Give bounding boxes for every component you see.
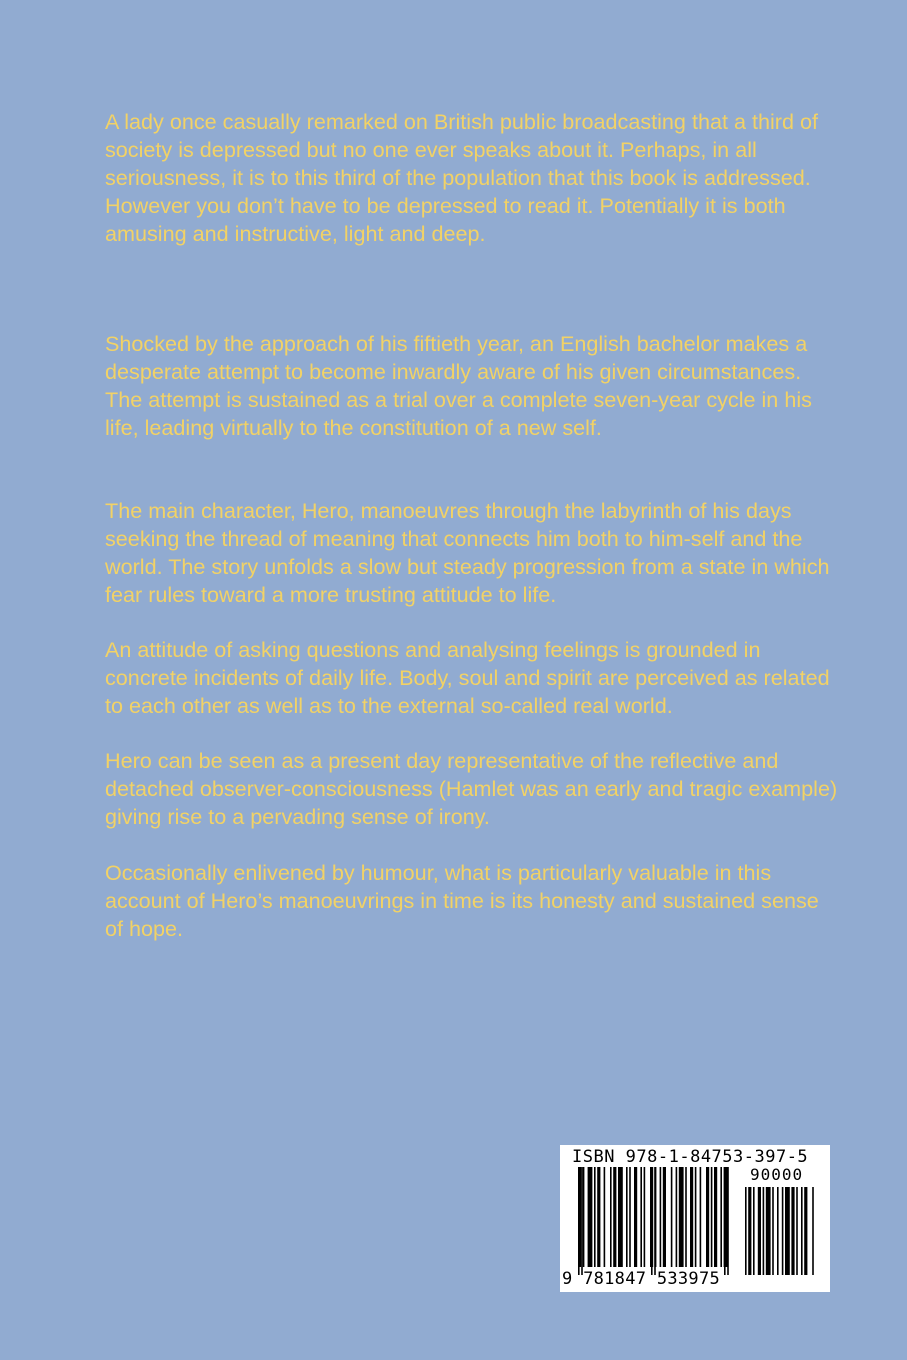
barcode-bar	[782, 1187, 784, 1275]
barcode-bar	[583, 1167, 585, 1267]
barcode-bar	[604, 1167, 606, 1267]
barcode-bar	[804, 1187, 807, 1275]
barcode-bar	[685, 1167, 687, 1267]
barcode-bar	[753, 1187, 755, 1275]
barcode-bar	[766, 1187, 771, 1275]
blurb-paragraph-2: Shocked by the approach of his fiftieth year, an English bachelor makes a desperate attempt to become inwardly aware of his given circumstances. The attempt is sustained as a trial over a complete seven-year cycle in his life, leading virtually to the constitution of a new self.	[105, 331, 812, 440]
barcode-bar	[796, 1187, 798, 1275]
barcode-digits: 9 781847 533975	[562, 1269, 721, 1289]
barcode-bar	[613, 1167, 616, 1267]
barcode-bar	[690, 1167, 693, 1267]
barcode-bar	[711, 1167, 713, 1267]
barcode-bar	[626, 1167, 628, 1267]
barcode-bar	[801, 1187, 803, 1275]
barcode-bar	[679, 1167, 684, 1267]
barcode-bar	[695, 1167, 697, 1267]
barcode-bar	[663, 1167, 666, 1267]
barcode-bar	[763, 1187, 765, 1275]
barcode-bar	[772, 1187, 774, 1275]
isbn-barcode	[560, 1145, 830, 1292]
barcode-bar	[727, 1167, 729, 1275]
blurb-paragraph-1: A lady once casually remarked on British public broadcasting that a third of society is depressed but no one ever speaks about it. Perhaps, in all seriousness, it is to this third of the population that this book is addressed. However you don’t have to be depressed to read it. Potentially it is both amusing and instructive, light and deep.	[105, 109, 818, 246]
barcode-bar	[748, 1187, 751, 1275]
barcode-bar	[651, 1167, 653, 1275]
barcode-bar	[618, 1167, 623, 1267]
barcode-bar	[671, 1167, 673, 1267]
barcode-bar	[594, 1167, 596, 1267]
barcode-bar	[578, 1167, 580, 1275]
barcode-bar	[654, 1167, 656, 1275]
barcode-bar	[720, 1167, 722, 1267]
barcode-bar	[640, 1167, 642, 1267]
barcode-bar	[597, 1167, 600, 1267]
barcode-bar	[629, 1167, 631, 1267]
blurb-paragraph-6: Occasionally enlivened by humour, what is particularly valuable in this account of Hero’s manoeuvrings in time is its honesty and sustained sense of hope.	[105, 860, 819, 941]
barcode-bar	[777, 1187, 779, 1275]
barcode-bar	[745, 1187, 747, 1275]
barcode-bar	[714, 1167, 717, 1267]
barcode-addon-digits: 90000	[750, 1165, 804, 1184]
barcode-bar	[660, 1167, 662, 1267]
blurb-paragraph-3: The main character, Hero, manoeuvres through the labyrinth of his days seeking the thread of meaning that connects him both to him-self and the world. The story unfolds a slow but steady progression from a state in which fear rules toward a more trusting attitude to life.	[105, 498, 830, 607]
barcode-bar	[791, 1187, 794, 1275]
barcode-bar	[724, 1167, 726, 1275]
barcode-bar	[700, 1167, 702, 1267]
blurb-paragraph-4: An attitude of asking questions and analysing feelings is grounded in concrete incidents of daily life. Body, soul and spirit are perceived as related to each other as well as to the external so-called real world.	[105, 637, 830, 718]
barcode-bar	[610, 1167, 612, 1267]
barcode-bar	[634, 1167, 637, 1267]
isbn-label: ISBN 978-1-84753-397-5	[572, 1147, 809, 1167]
barcode-bar	[581, 1167, 583, 1275]
barcode-bar	[676, 1167, 678, 1267]
barcode-bar	[812, 1187, 814, 1275]
barcode-bar	[758, 1187, 761, 1275]
barcode-bar	[785, 1187, 790, 1275]
barcode-bar	[588, 1167, 593, 1267]
blurb-paragraph-5: Hero can be seen as a present day representative of the reflective and detached observer-consciousness (Hamlet was an early and tragic example) giving rise to a pervading sense of irony.	[105, 748, 838, 829]
barcode-bar	[706, 1167, 709, 1267]
barcode-bar	[644, 1167, 646, 1267]
